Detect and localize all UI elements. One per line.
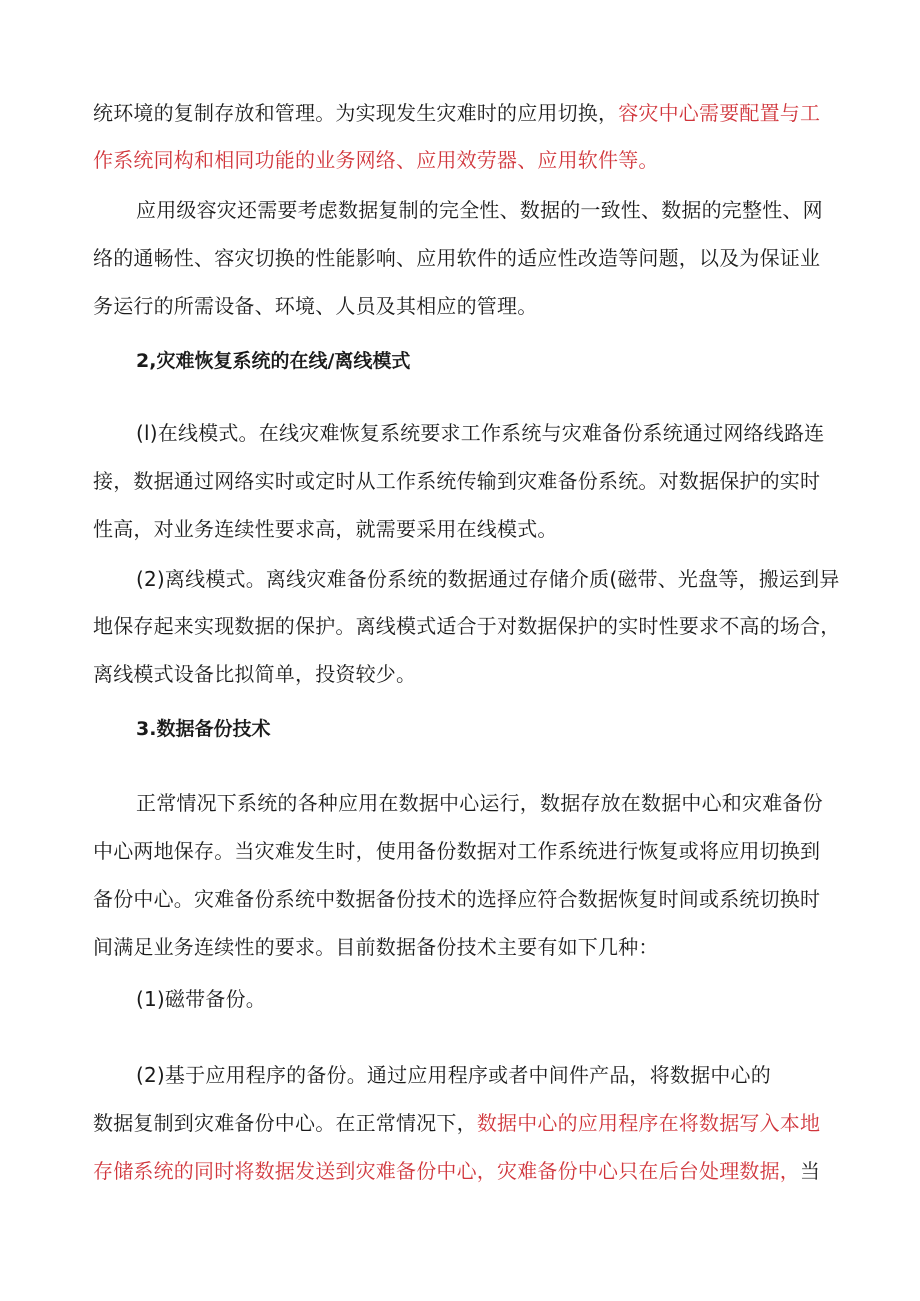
online-mode-line1: (l)在线模式。在线灾难恢复系统要求工作系统与灾难备份系统通过网络线路连 [136, 421, 825, 445]
paragraph1-highlight-cont: 作系统同构和相同功能的业务网络、应用效劳器、应用软件等。 [93, 148, 659, 172]
backup-item-1: (1)磁带备份。 [136, 987, 266, 1011]
item2-highlight-cont: 存储系统的同时将数据发送到灾难备份中心，灾难备份中心只在后台处理数据， [93, 1159, 800, 1183]
paragraph1-highlight: 容灾中心需要配置与工 [618, 101, 821, 125]
backup-item-2-line1: (2)基于应用程序的备份。通过应用程序或者中间件产品，将数据中心的 [136, 1063, 771, 1087]
backup-item-2-line3 [93, 1158, 820, 1184]
offline-mode-line2: 地保存起来实现数据的保护。离线模式适合于对数据保护的实时性要求不高的场合， [93, 614, 841, 638]
item2-text: 数据复制到灾难备份中心。在正常情况下， [93, 1111, 477, 1135]
paragraph1-line2 [93, 147, 659, 173]
paragraph2-line1: 应用级容灾还需要考虑数据复制的完全性、数据的一致性、数据的完整性、网 [136, 198, 823, 222]
backup-intro-line3: 备份中心。灾难备份系统中数据备份技术的选择应符合数据恢复时间或系统切换时 [93, 887, 821, 911]
offline-mode-line1: (2)离线模式。离线灾难备份系统的数据通过存储介质(磁带、光盘等，搬运到异 [136, 567, 840, 591]
item2-highlight: 数据中心的应用程序在将数据写入本地 [476, 1111, 821, 1135]
paragraph1-text: 统环境的复制存放和管理。为实现发生灾难时的应用切换， [93, 101, 619, 125]
section-heading-2: 2,灾难恢复系统的在线/离线模式 [136, 350, 411, 372]
section-heading-3: 3.数据备份技术 [136, 718, 271, 740]
online-mode-line2: 接，数据通过网络实时或定时从工作系统传输到灾难备份系统。对数据保护的实时 [93, 469, 821, 493]
offline-mode-line3: 离线模式设备比拟简单，投资较少。 [93, 662, 417, 686]
online-mode-line3: 性高，对业务连续性要求高，就需要采用在线模式。 [93, 517, 558, 541]
item2-text-cont: 当 [800, 1159, 821, 1183]
paragraph2-line2: 络的通畅性、容灾切换的性能影响、应用软件的适应性改造等问题，以及为保证业 [93, 246, 821, 270]
backup-intro-line1: 正常情况下系统的各种应用在数据中心运行，数据存放在数据中心和灾难备份 [136, 791, 823, 815]
backup-intro-line2: 中心两地保存。当灾难发生时，使用备份数据对工作系统进行恢复或将应用切换到 [93, 839, 821, 863]
backup-intro-line4: 间满足业务连续性的要求。目前数据备份技术主要有如下几种： [93, 935, 659, 959]
backup-item-2-line2 [93, 1110, 820, 1136]
paragraph2-line3: 务运行的所需设备、环境、人员及其相应的管理。 [93, 294, 538, 318]
paragraph1-line1 [93, 100, 820, 126]
